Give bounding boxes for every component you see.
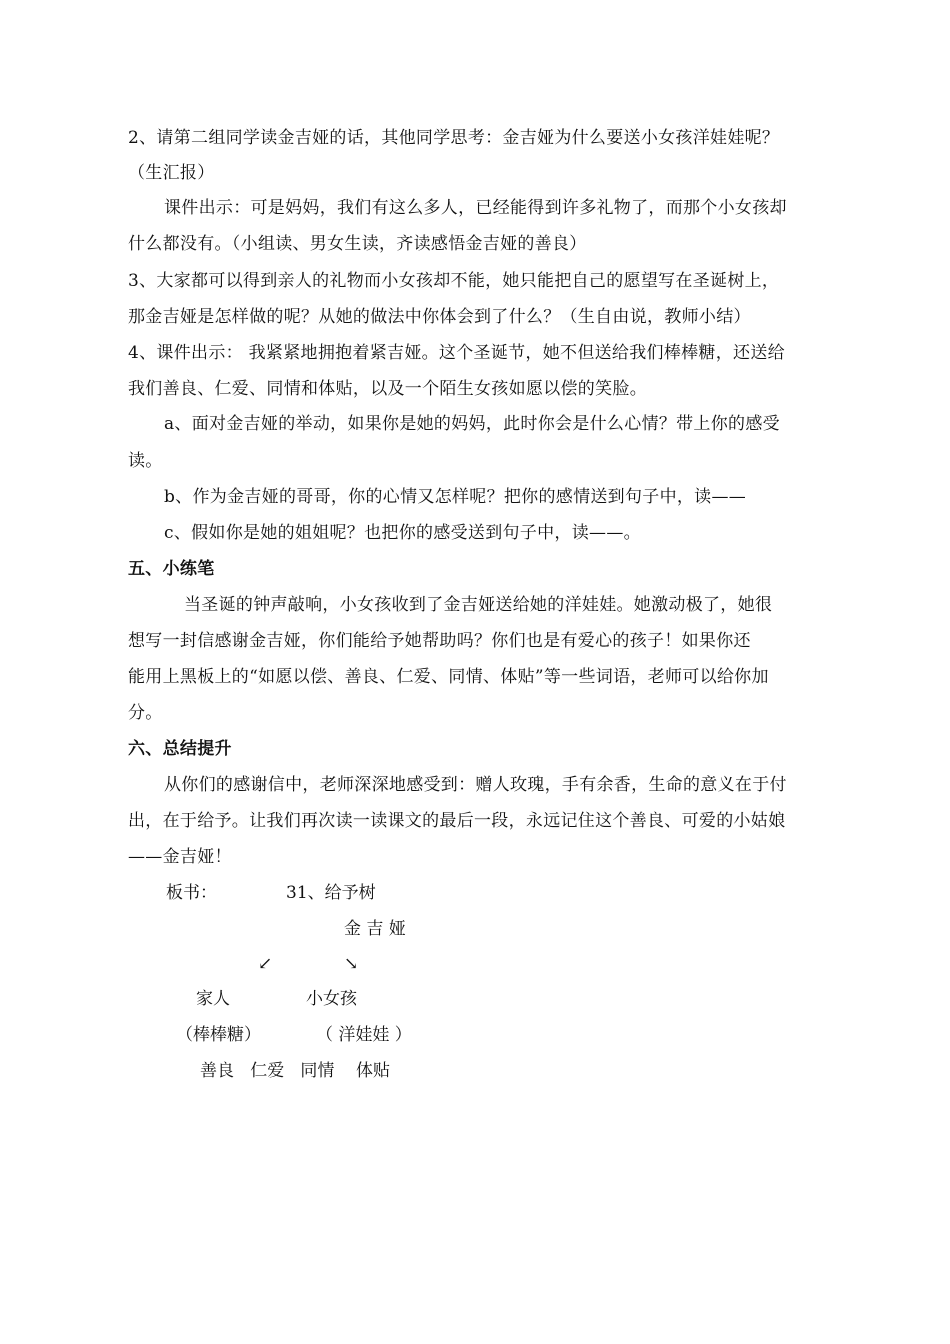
item-2-line-1: 2、请第二组同学读金吉娅的话，其他同学思考：金吉娅为什么要送小女孩洋娃娃呢？ <box>128 128 780 148</box>
section-5-line-2: 想写一封信感谢金吉娅，你们能给予她帮助吗？你们也是有爱心的孩子！如果你还 <box>128 631 751 651</box>
courseware-line-1: 课件出示：可是妈妈，我们有这么多人，已经能得到许多礼物了，而那个小女孩却 <box>164 198 787 218</box>
item-3-line-2: 那金吉娅是怎样做的呢？从她的做法中你体会到了什么？（生自由说，教师小结） <box>128 307 751 327</box>
item-2-line-2: （生汇报） <box>128 163 215 183</box>
item-4-line-2: 我们善良、仁爱、同情和体贴，以及一个陌生女孩如愿以偿的笑脸。 <box>128 379 647 399</box>
section-5-heading: 五、小练笔 <box>128 559 215 579</box>
item-c-line: c、假如你是她的姐姐呢？也把你的感受送到句子中，读——。 <box>164 523 641 543</box>
blackboard-left-node: 家人 <box>196 989 230 1009</box>
section-6-line-3: ——金吉娅！ <box>128 847 232 867</box>
section-5-line-4: 分。 <box>128 703 163 723</box>
section-5-line-3: 能用上黑板上的“如愿以偿、善良、仁爱、同情、体贴”等一些词语，老师可以给你加 <box>128 667 769 687</box>
blackboard-center-name: 金 吉 娅 <box>344 919 406 939</box>
item-4-line-1: 4、课件出示： 我紧紧地拥抱着紧吉娅。这个圣诞节，她不但送给我们棒棒糖，还送给 <box>128 343 785 363</box>
blackboard-right-node: 小女孩 <box>306 989 357 1009</box>
blackboard-virtues: 善良 仁爱 同情 体贴 <box>200 1061 391 1081</box>
arrow-down-left-icon: ↙ <box>258 954 273 974</box>
arrow-down-right-icon: ↘ <box>344 954 359 974</box>
blackboard-title: 31、给予树 <box>286 883 376 903</box>
blackboard-label: 板书： <box>166 883 217 903</box>
item-a-line-2: 读。 <box>128 451 163 471</box>
item-3-line-1: 3、大家都可以得到亲人的礼物而小女孩却不能，她只能把自己的愿望写在圣诞树上， <box>128 271 780 291</box>
blackboard-right-gift: （ 洋娃娃 ） <box>316 1025 412 1045</box>
section-6-heading: 六、总结提升 <box>128 739 232 759</box>
section-5-line-1: 当圣诞的钟声敲响，小女孩收到了金吉娅送给她的洋娃娃。她激动极了，她很 <box>184 595 773 615</box>
courseware-line-2: 什么都没有。（小组读、男女生读，齐读感悟金吉娅的善良） <box>128 234 587 254</box>
section-6-line-2: 出，在于给予。让我们再次读一读课文的最后一段，永远记住这个善良、可爱的小姑娘 <box>128 811 786 831</box>
blackboard-left-gift: （棒棒糖） <box>176 1025 261 1045</box>
item-a-line-1: a、面对金吉娅的举动，如果你是她的妈妈，此时你会是什么心情？带上你的感受 <box>164 414 780 434</box>
item-b-line: b、作为金吉娅的哥哥，你的心情又怎样呢？把你的感情送到句子中，读—— <box>164 487 747 507</box>
section-6-line-1: 从你们的感谢信中，老师深深地感受到：赠人玫瑰，手有余香，生命的意义在于付 <box>164 775 787 795</box>
